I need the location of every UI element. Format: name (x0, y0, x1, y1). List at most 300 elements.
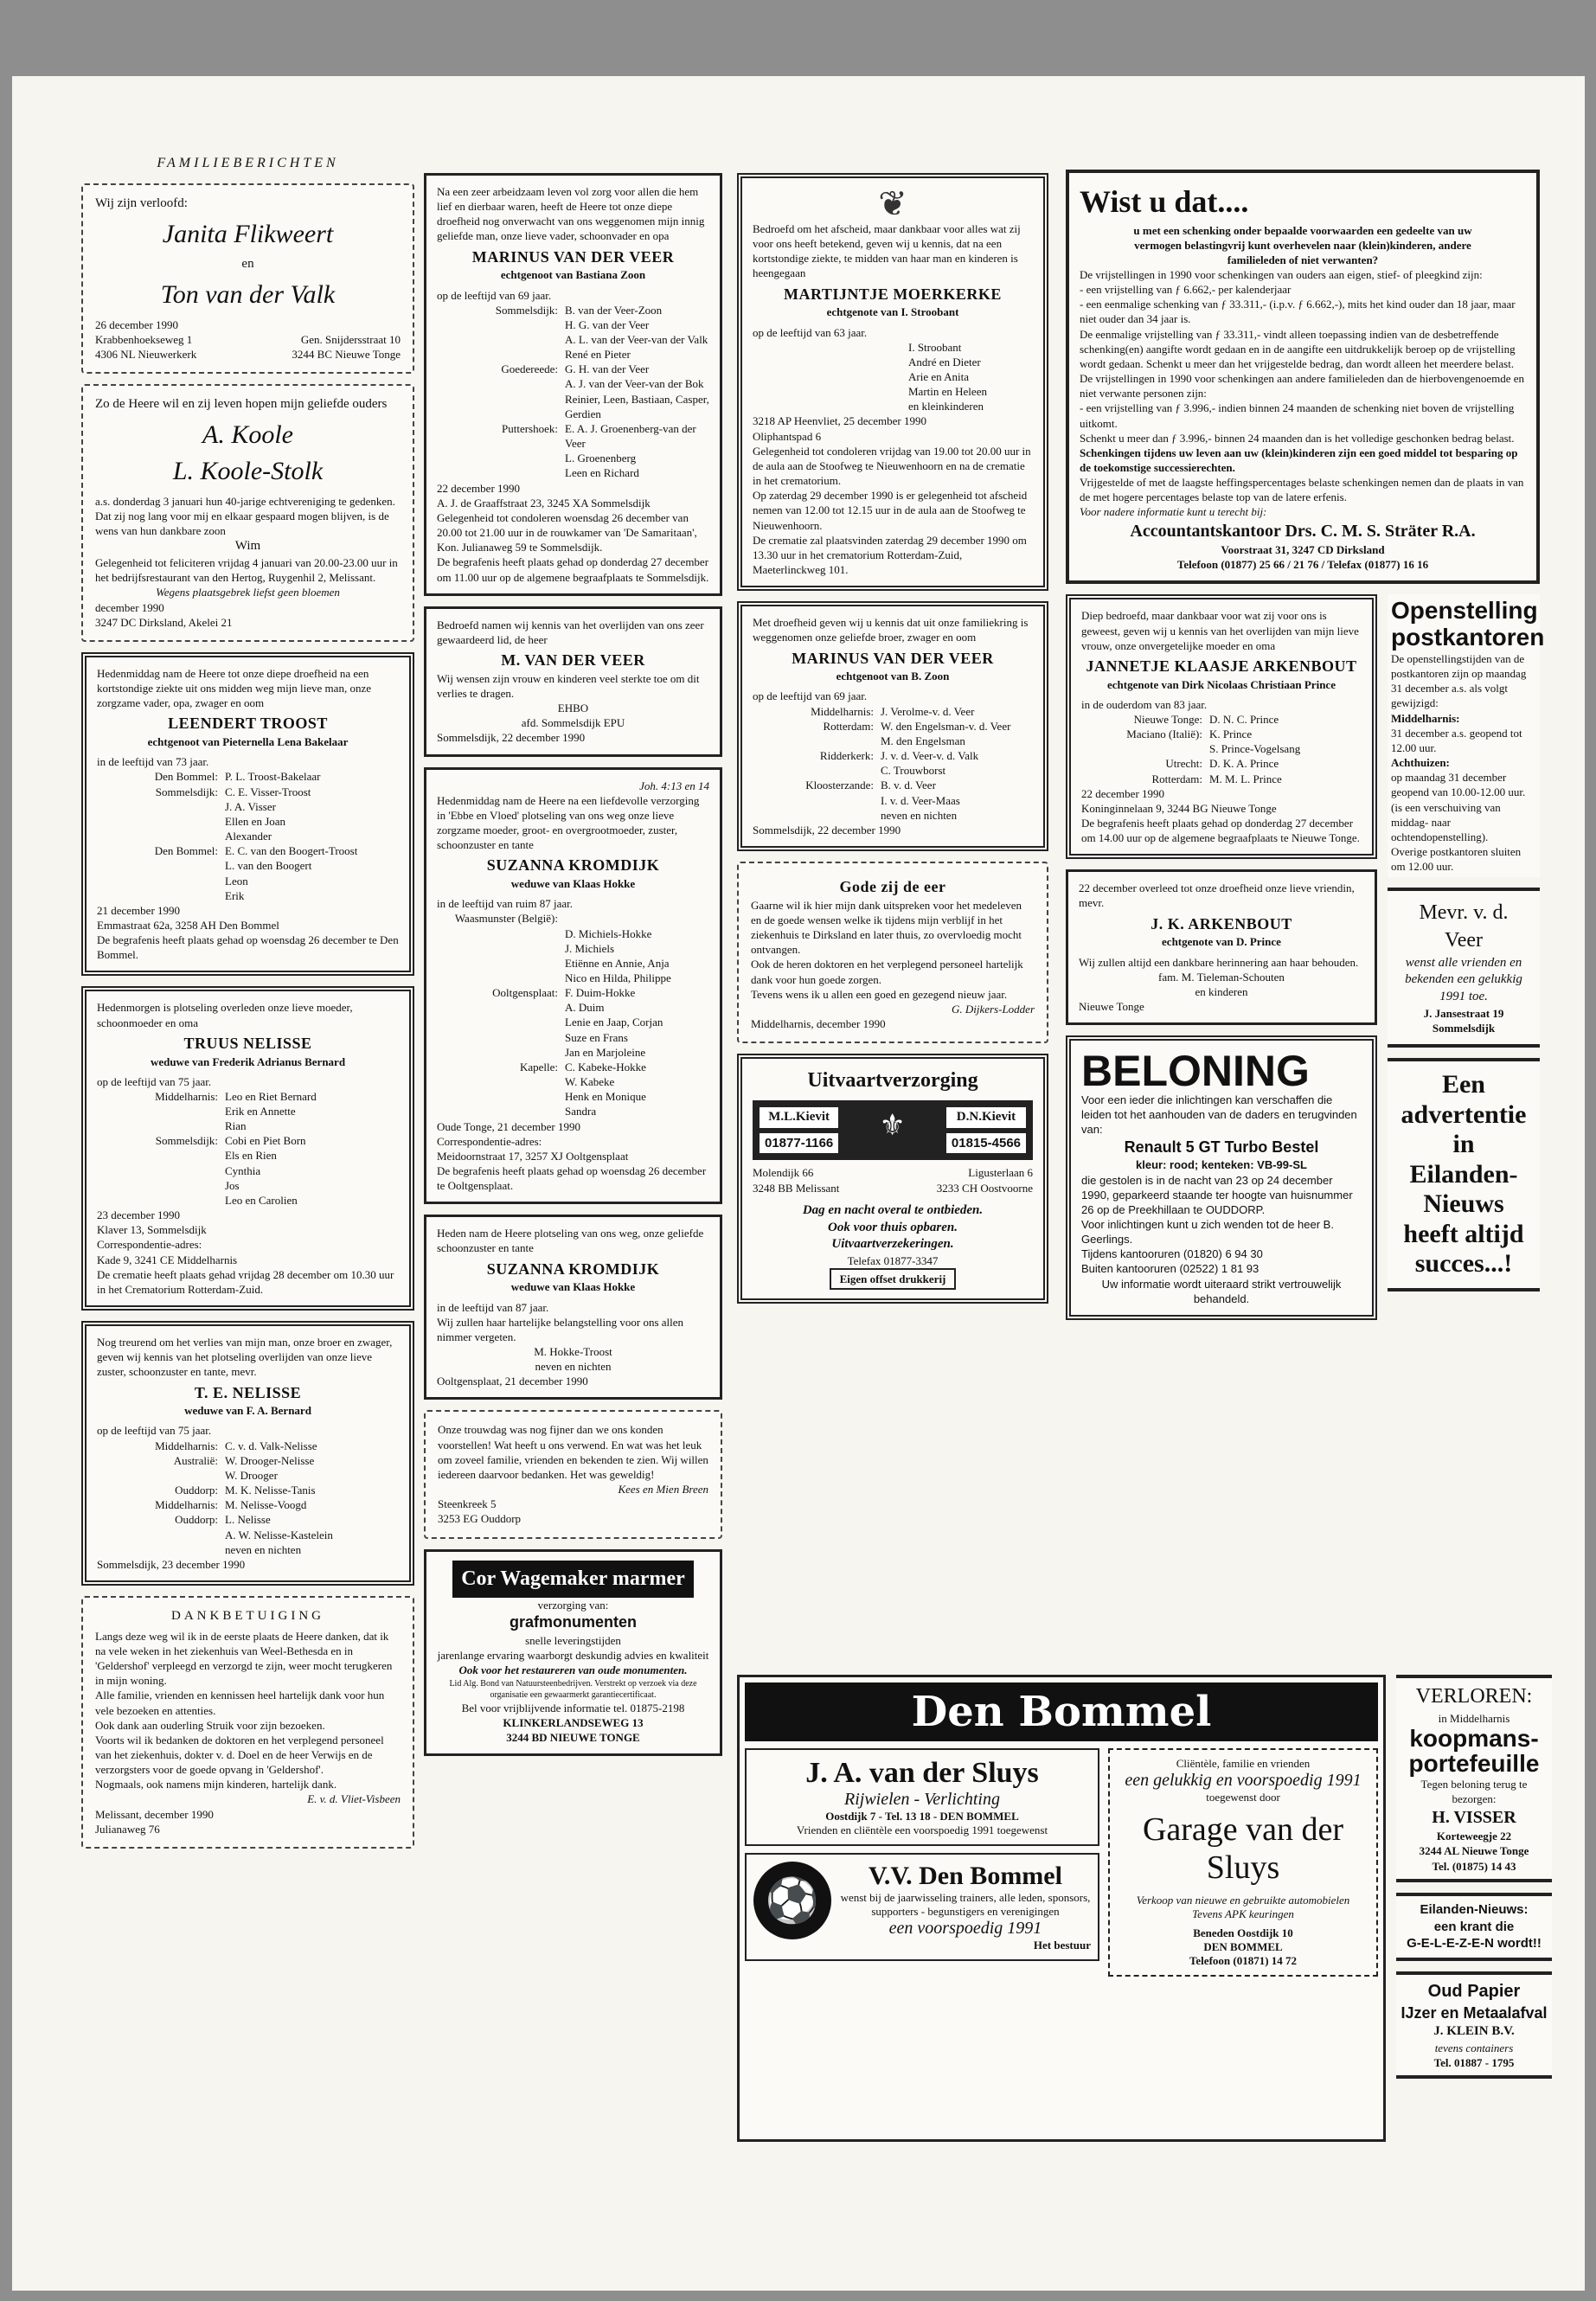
family-row (437, 971, 709, 985)
ad-line: jarenlange ervaring waarborgt deskundig advies en kwaliteit (437, 1649, 709, 1663)
family-member: M. K. Nelisse-Tanis (225, 1484, 316, 1497)
paragraph: (is een verschuiving van middag- naar ochtendopenstelling). (1391, 800, 1501, 843)
signature: Het bestuur (1033, 1939, 1091, 1952)
family-member: Leon (225, 874, 248, 888)
family-list (753, 704, 1033, 823)
ad-line: in Middelharnis (1438, 1711, 1510, 1725)
family-member: I. Stroobant (908, 340, 962, 354)
deceased-name: SUZANNA KROMDIJK (486, 856, 660, 875)
ad-title: VERLOREN: (1415, 1685, 1533, 1708)
signature: neven en nichten (535, 1360, 612, 1374)
family-member: W. den Engelsman-v. d. Veer (881, 719, 1011, 733)
family-member: Els en Rien (225, 1149, 277, 1163)
family-place (437, 1104, 558, 1118)
family-member: Jos (225, 1178, 240, 1192)
phone: Telefoon (01877) 25 66 / 21 76 / Telefax (01877) 16 16 (1176, 558, 1429, 572)
address: Meidoornstraat 17, 3257 XJ Ooltgensplaat (437, 1149, 629, 1163)
ad-line: toegewenst door (1206, 1791, 1280, 1804)
family-row (97, 814, 399, 829)
family-row (97, 1163, 399, 1178)
promo-line: Een (1441, 1070, 1485, 1099)
signature: afd. Sommelsdijk EPU (521, 716, 625, 730)
paragraph: Nog treurend om het verlies van mijn man, onze broer en zwager, geven wij kennis van het plotseling overlijden van onze lieve zuster, schoonzuster en tante, mevr. (97, 1336, 393, 1379)
deceased-name: M. VAN DER VEER (501, 651, 645, 669)
paragraph: a.s. donderdag 3 januari hun 40-jarige echtvereniging te gedenken. (95, 494, 395, 508)
family-row (437, 1015, 709, 1029)
family-place: Sommelsdijk: (155, 1134, 218, 1148)
family-row (437, 1060, 709, 1074)
address: 3253 EG Ouddorp (438, 1512, 522, 1526)
spouse-line: weduwe van F. A. Bernard (184, 1404, 311, 1418)
column-4 (1066, 170, 1545, 1330)
paragraph: Tevens wens ik u allen een goed en gezegend nieuw jaar. (751, 987, 1008, 1001)
paragraph: Schenkt u meer dan ƒ 3.996,- binnen 24 maanden dan is het volledige geschonken bedrag belast. (1080, 431, 1515, 445)
ad-line: Verkoop van nieuwe en gebruikte automobielen (1136, 1894, 1350, 1907)
paragraph: Nogmaals, ook namens mijn kinderen, hartelijk dank. (95, 1778, 337, 1791)
family-row (1081, 772, 1362, 786)
ad-line: Vrienden en cliëntèle een voorspoedig 1991 toegewenst (796, 1823, 1048, 1836)
paragraph: Voor inlichtingen kunt u zich wenden tot de heer B. Geerlings. (1081, 1217, 1334, 1247)
family-member: J. Verolme-v. d. Veer (881, 704, 975, 718)
phone: Tel. (01875) 14 43 (1432, 1859, 1516, 1873)
phone: Tel. 01887 - 1795 (1433, 2056, 1515, 2070)
family-member: Arie en Anita (908, 370, 970, 383)
ad-title: Oud Papier (1427, 1982, 1521, 2002)
heading: Middelharnis: (1391, 711, 1460, 725)
verloren-ad (1396, 1675, 1552, 1882)
family-place (437, 317, 558, 332)
family-place (97, 1178, 218, 1193)
age-line: in de ouderdom van 83 jaar. (1081, 697, 1208, 711)
paragraph: De crematie heeft plaats gehad vrijdag 28 december om 10.30 uur in het Crematorium Rotterdam-Zuid. (97, 1267, 394, 1296)
family-place (437, 956, 558, 971)
family-row (97, 1497, 399, 1512)
address: J. Jansestraat 19 (1423, 1007, 1504, 1021)
obituary-van-der-veer (424, 173, 722, 596)
paragraph: De begrafenis heeft plaats gehad op woensdag 26 december te Ooltgensplaat. (437, 1164, 707, 1193)
paragraph: Ook de heren doktoren en het verplegend personeel hartelijk dank voor hun goede zorgen. (751, 958, 1023, 986)
family-member: A. L. van der Veer-van der Valk (565, 333, 708, 346)
wagemaker-ad (424, 1549, 722, 1757)
ad-line: kleur: rood; kenteken: VB-99-SL (1136, 1158, 1307, 1172)
address: Kade 9, 3241 CE Middelharnis (97, 1253, 238, 1266)
ad-line: Telefax 01877-3347 (847, 1254, 939, 1268)
spouse-line: weduwe van Frederik Adrianus Bernard (150, 1054, 346, 1068)
family-place (97, 799, 218, 814)
deceased-name: TRUUS NELISSE (183, 1034, 312, 1052)
family-row (97, 1148, 399, 1163)
promo-line: een krant die (1433, 1919, 1515, 1934)
family-row (437, 465, 709, 480)
family-place: Ouddorp: (175, 1484, 218, 1497)
paragraph: Wij zullen haar hartelijke belangstelling voor ons allen nimmer vergeten. (437, 1315, 684, 1343)
paragraph: wenst alle vrienden en bekenden een gelukkig 1991 toe. (1405, 955, 1522, 1004)
family-member: J. v. d. Veer-v. d. Valk (881, 749, 979, 763)
age-line: op de leeftijd van 63 jaar. (753, 325, 868, 339)
ad-title: BELONING (1081, 1047, 1310, 1096)
family-member: L. Groenenberg (565, 452, 637, 465)
ad-line: KLINKERLANDSEWEG 13 (503, 1716, 644, 1730)
family-list (97, 1439, 399, 1557)
family-place: Kloosterzande: (805, 779, 874, 792)
newspaper-page (12, 76, 1585, 2291)
family-place (437, 1000, 558, 1015)
family-row (753, 808, 1033, 823)
address: 4306 NL Nieuwerkerk (95, 347, 197, 361)
address: Emmastraat 62a, 3258 AH Den Bommel (97, 919, 279, 932)
obituary-nelisse (81, 986, 414, 1311)
address: Voorstraat 31, 3247 CD Dirksland (1221, 543, 1385, 557)
deceased-name: JANNETJE KLAASJE ARKENBOUT (1086, 657, 1357, 675)
family-row (437, 985, 709, 1000)
crest-icon: ⚜ (879, 1109, 906, 1142)
family-place (437, 376, 558, 391)
family-member: René en Pieter (565, 348, 631, 362)
new-year-wish (1388, 888, 1540, 1048)
family-place (437, 465, 558, 480)
family-place: Australië: (173, 1453, 218, 1467)
family-member: Erik en Annette (225, 1105, 296, 1118)
ad-line: Ook voor het restaureren van oude monumenten. (458, 1663, 688, 1677)
signature: E. v. d. Vliet-Visbeen (307, 1792, 401, 1806)
family-place (437, 1074, 558, 1089)
thanks-notice (81, 1596, 414, 1849)
family-row (97, 1483, 399, 1497)
deceased-name: SUZANNA KROMDIJK (486, 1259, 660, 1278)
family-member: neven en nichten (225, 1542, 302, 1556)
deceased-name: LEENDERT TROOST (168, 715, 328, 733)
family-place: Den Bommel: (154, 770, 218, 784)
ad-line: Dag en nacht overal te ontbieden. (802, 1202, 984, 1217)
family-row (437, 421, 709, 451)
family-member: Cynthia (225, 1163, 261, 1177)
paragraph: Wij wensen zijn vrouw en kinderen veel sterkte toe om dit verlies te dragen. (437, 671, 700, 700)
beloning-ad (1066, 1035, 1377, 1320)
family-place (437, 941, 558, 956)
contact-name: H. VISSER (1432, 1807, 1516, 1827)
address: Beneden Oostdijk 10 (1193, 1926, 1293, 1940)
signature: G. Dijkers-Lodder (951, 1002, 1035, 1016)
family-row (753, 778, 1033, 792)
family-row (97, 874, 399, 888)
notice-date: Ooltgensplaat, 21 december 1990 (437, 1375, 588, 1388)
family-member: L. van den Boogert (225, 859, 312, 873)
family-member: F. Duim-Hokke (565, 986, 636, 1000)
notice-title: DANKBETUIGING (171, 1608, 324, 1623)
family-row (437, 926, 709, 941)
address: Steenkreek 5 (438, 1497, 497, 1511)
paragraph: Overige postkantoren sluiten om 12.00 uur. (1391, 844, 1522, 874)
family-row (97, 1528, 399, 1542)
notice-title: Gode zij de eer (839, 877, 946, 895)
family-row (1081, 741, 1362, 756)
deceased-name: MARTIJNTJE MOERKERKE (784, 285, 1002, 303)
name-1: Janita Flikweert (162, 219, 334, 248)
family-member: Suze en Frans (565, 1030, 628, 1044)
family-place: Sommelsdijk: (155, 785, 218, 798)
contact-name: J. KLEIN B.V. (1433, 2024, 1515, 2039)
name-1: A. Koole (202, 420, 293, 449)
ad-name: D.N.Kievit (946, 1107, 1026, 1128)
paragraph: Dat zij nog lang voor mij en elkaar gespaard mogen blijven, is de wens van hun dankbare zoon (95, 510, 389, 538)
family-place (437, 392, 558, 421)
age-line: op de leeftijd van 69 jaar. (753, 689, 868, 703)
family-place (437, 926, 558, 941)
paragraph: De vrijstellingen in 1990 voor schenkingen aan andere familieleden dan de hierbovengenoemde en niet verwante personen zijn: (1080, 372, 1525, 401)
deceased-name: MARINUS VAN DER VEER (792, 649, 994, 667)
family-row (753, 734, 1033, 748)
family-row (437, 941, 709, 956)
address: 3233 CH Oostvoorne (936, 1181, 1033, 1195)
notice-date: 26 december 1990 (95, 317, 179, 331)
address: Ligusterlaan 6 (968, 1166, 1033, 1180)
family-member: Etiënne en Annie, Anja (565, 956, 670, 970)
family-place: Middelharnis: (155, 1439, 218, 1452)
family-place (97, 1542, 218, 1557)
family-place (97, 858, 218, 873)
family-member: I. v. d. Veer-Maas (881, 793, 960, 807)
family-row (97, 1178, 399, 1193)
family-member: M. Nelisse-Voogd (225, 1498, 307, 1512)
notice-date: 3218 AP Heenvliet, 25 december 1990 (753, 414, 926, 428)
family-row (437, 303, 709, 317)
advertentie-promo (1388, 1058, 1540, 1292)
ad-phone: 01877-1166 (760, 1133, 838, 1154)
family-place (437, 347, 558, 362)
family-list (1081, 712, 1362, 786)
family-place: Ridderkerk: (819, 749, 874, 763)
promo-line: in (1452, 1130, 1475, 1159)
ad-line: Renault 5 GT Turbo Bestel (1124, 1138, 1319, 1156)
paragraph: Wij zullen altijd een dankbare herinnering aan haar behouden. (1079, 955, 1359, 969)
family-row (1081, 727, 1362, 741)
family-member: Rian (225, 1119, 247, 1133)
ad-line: verzorging van: (537, 1599, 609, 1612)
paragraph: Gelegenheid tot feliciteren vrijdag 4 januari van 20.00-23.00 uur in het bedrijfsrestaurant van den Hertog, Ruygenhil 2, Melissant. (95, 556, 398, 585)
ad-line: een voorspoedig 1991 (888, 1919, 1042, 1938)
obituary-arkenbout (1066, 594, 1377, 859)
paragraph: Gelegenheid tot condoleren woensdag 26 december van 20.00 tot 21.00 uur in de rouwkamer van 'De Samaritaan', Kon. Julianaweg 59 te Sommelsdijk. (437, 510, 697, 554)
family-place (97, 814, 218, 829)
family-place: Sommelsdijk: (495, 303, 558, 317)
ad-line: grafmonumenten (509, 1613, 637, 1631)
ad-line: Cliëntèle, familie en vrienden (1176, 1757, 1311, 1770)
family-row (97, 1104, 399, 1118)
paragraph: Na een zeer arbeidzaam leven vol zorg voor allen die hem lief en dierbaar waren, heeft de Heere tot onze diepe droefheid nog onverwacht van ons weggenomen mijn innig geliefde man, onze lieve vader, schoonvader en opa (437, 185, 705, 243)
address: Koninginnelaan 9, 3244 BG Nieuwe Tonge (1081, 801, 1277, 815)
family-row (437, 1045, 709, 1060)
family-place (97, 1468, 218, 1483)
family-row (437, 376, 709, 391)
notice-date: Sommelsdijk, 22 december 1990 (753, 823, 901, 836)
family-member: D. Michiels-Hokke (565, 926, 652, 940)
family-member: B. van der Veer-Zoon (565, 303, 663, 317)
deceased-name: T. E. NELISSE (194, 1383, 302, 1401)
family-member: A. Duim (565, 1001, 605, 1015)
family-place (437, 1089, 558, 1104)
family-list (97, 769, 399, 902)
family-place (753, 793, 874, 808)
family-place (437, 971, 558, 985)
family-member: en kleinkinderen (908, 400, 984, 413)
family-place: Ouddorp: (175, 1513, 218, 1527)
family-row (97, 1118, 399, 1133)
family-list (437, 303, 709, 481)
family-place: Rotterdam: (1151, 772, 1202, 785)
family-row (437, 1030, 709, 1045)
family-place (97, 1528, 218, 1542)
notice-date: 22 december 1990 (437, 481, 521, 495)
family-member: A. W. Nelisse-Kastelein (225, 1528, 333, 1541)
paragraph: Wegens plaatsgebrek liefst geen bloemen (156, 586, 340, 599)
name-2: Ton van der Valk (160, 280, 336, 310)
anniversary-notice (81, 384, 414, 642)
family-member: Leo en Riet Bernard (225, 1089, 317, 1103)
notice-date: Melissant, december 1990 (95, 1807, 214, 1821)
paragraph: - een vrijstelling van ƒ 3.996,- indien binnen 24 maanden de schenking niet boven de vrijstelling uitkomt. (1080, 401, 1515, 430)
family-member: Leen en Richard (565, 466, 639, 480)
family-row (97, 858, 399, 873)
family-member: J. A. Visser (225, 799, 276, 813)
ad-title: Mevr. v. d. Veer (1419, 901, 1509, 952)
address: Oostdijk 7 - Tel. 13 18 - DEN BOMMEL (825, 1810, 1019, 1823)
family-member: G. H. van der Veer (565, 362, 650, 376)
paragraph: Buiten kantooruren (02522) 1 81 93 (1081, 1262, 1259, 1276)
family-place: Den Bommel: (154, 844, 218, 858)
family-place (97, 1163, 218, 1178)
address: Korteweegje 22 (1436, 1830, 1512, 1843)
obituary-t-e-nelisse (81, 1321, 414, 1586)
age-line: op de leeftijd van 75 jaar. (97, 1074, 212, 1088)
ad-lead: u met een schenking onder bepaalde voorwaarden een gedeelte van uw vermogen belastingvrij kunt overhevelen naar (klein)kinderen, andere familieleden of niet verwanten? (1133, 223, 1472, 266)
family-row (97, 769, 399, 784)
family-member: Leo en Carolien (225, 1193, 298, 1207)
family-row (97, 1133, 399, 1148)
family-row (753, 763, 1033, 778)
paragraph: Bedroefd om het afscheid, maar dankbaar voor alles wat zij voor ons heeft betekend, geven wij u kennis, dat na een kortstondige ziekte, te midden van haar man en kinderen is heengegaan (753, 222, 1021, 280)
family-row (97, 888, 399, 903)
spouse-line: echtgenote van I. Stroobant (826, 305, 959, 319)
engagement-notice (81, 183, 414, 374)
family-row (437, 1074, 709, 1089)
spouse-line: weduwe van Klaas Hokke (510, 1280, 636, 1294)
ad-badge: Eigen offset drukkerij (830, 1268, 957, 1290)
family-row (1081, 756, 1362, 771)
vv-ad (745, 1853, 1099, 1961)
ad-title: koopmans-portefeuille (1408, 1724, 1540, 1778)
krant-promo (1396, 1893, 1552, 1961)
family-row (97, 1512, 399, 1527)
notice-date: 23 december 1990 (97, 1208, 181, 1222)
ad-title: J. A. van der Sluys (805, 1757, 1039, 1789)
notice-date: 22 december 1990 (1081, 786, 1165, 800)
family-row (437, 956, 709, 971)
family-member: C. Trouwborst (881, 764, 946, 778)
ad-line: Bel voor vrijblijvende informatie tel. 01875-2198 (461, 1701, 685, 1715)
paragraph: Voorts wil ik bedanken de doktoren en het verplegend personeel van het ziekenhuis, dokter v. d. Doel en de heer Verwijs en de verzorgsters voor de goede opvang in 'Geldershof'. (95, 1733, 384, 1777)
paragraph: De crematie zal plaatsvinden zaterdag 29 december 1990 om 13.30 uur in het crematorium Rotterdam-Zuid, Maeterlinckweg 101. (753, 533, 1027, 577)
obituary-kromdijk (424, 767, 722, 1205)
family-place (97, 1148, 218, 1163)
family-member: C. v. d. Valk-Nelisse (225, 1439, 317, 1452)
promo-line: G-E-L-E-Z-E-N wordt!! (1407, 1936, 1542, 1952)
family-row (97, 1439, 399, 1453)
family-place (97, 1118, 218, 1133)
spouse-line: echtgenote van D. Prince (1162, 935, 1281, 949)
family-row (437, 1089, 709, 1104)
paragraph: Voor een ieder die inlichtingen kan verschaffen die leiden tot het aanhouden van de daders en terugvinden van: (1081, 1093, 1357, 1137)
address: 3244 BC Nieuwe Tonge (292, 347, 401, 361)
family-member: P. L. Troost-Bakelaar (225, 770, 321, 784)
family-place (437, 1045, 558, 1060)
signature: M. Hokke-Troost (534, 1345, 612, 1358)
signature: en kinderen (1195, 984, 1248, 998)
notice-lead: Zo de Heere wil en zij leven hopen mijn geliefde ouders (95, 397, 388, 412)
ad-line: Tevens APK keuringen (1192, 1907, 1294, 1921)
paragraph: Bedroefd namen wij kennis van het overlijden van ons zeer gewaardeerd lid, de heer (437, 618, 704, 646)
family-place (97, 1104, 218, 1118)
column-5 (1396, 1675, 1552, 2089)
ad-line: Lid Alg. Bond van Natuursteenbedrijven. Verstrekt op verzoek via deze organisatie een gewaarmerkt garantiecertificaat. (449, 1678, 697, 1700)
notice-date: Sommelsdijk, 22 december 1990 (437, 731, 586, 745)
family-member: Erik (225, 888, 245, 902)
paragraph: Op zaterdag 29 december 1990 is er gelegenheid tot afscheid nemen van 12.00 tot 12.15 uur in de aula aan de Stoofweg te Nieuwenhoorn. (753, 489, 1028, 532)
family-row (753, 719, 1033, 734)
paragraph: 31 december a.s. geopend tot 12.00 uur. (1391, 726, 1522, 754)
address: Krabbenhoekseweg 1 (95, 332, 193, 346)
paragraph: Alle familie, vrienden en kennissen heel hartelijk dank voor hun vele bezoeken en attenties. (95, 1689, 385, 1717)
bible-verse: Joh. 4:13 en 14 (639, 779, 709, 792)
family-place (437, 1015, 558, 1029)
family-member: neven en nichten (881, 808, 958, 822)
family-place: Nieuwe Tonge: (1133, 712, 1202, 726)
paragraph: op maandag 31 december geopend van 10.00-12.00 uur. (1391, 771, 1526, 799)
family-member: E. C. van den Boogert-Troost (225, 844, 358, 858)
family-member: K. Prince (1209, 727, 1253, 741)
age-line: in de leeftijd van ruim 87 jaar. (437, 897, 574, 911)
paragraph: die gestolen is in de nacht van 23 op 24 december 1990, geparkeerd staande ter hoogte van huisnummer 26 op de Preekhillaan te OUDDORP. (1081, 1173, 1353, 1216)
family-place: Middelharnis: (155, 1089, 218, 1103)
spouse-line: echtgenoot van B. Zoon (836, 670, 950, 683)
ad-banner (753, 1100, 1033, 1161)
ad-name: M.L.Kievit (760, 1107, 838, 1128)
family-row (97, 1453, 399, 1468)
spouse-line: weduwe van Klaas Hokke (510, 877, 636, 891)
family-member: H. G. van der Veer (565, 317, 650, 331)
address: Oliphantspad 6 (753, 429, 822, 443)
family-place: Utrecht: (1165, 757, 1202, 771)
family-place: Ooltgensplaat: (492, 986, 558, 1000)
spouse-line: echtgenote van Dirk Nicolaas Christiaan Prince (1107, 677, 1336, 691)
paragraph: Hedenmiddag nam de Heere tot onze diepe droefheid na een kortstondige ziekte uit ons midden weg mijn lieve man, onze zorgzame vader, opa, zwager en oom (97, 666, 371, 710)
address: Molendijk 66 (753, 1166, 814, 1180)
paragraph: De begrafenis heeft plaats gehad op woensdag 26 december te Den Bommel. (97, 933, 399, 962)
paragraph: Voor nadere informatie kunt u terecht bij: (1080, 505, 1267, 519)
family-member: M. M. L. Prince (1209, 772, 1282, 785)
family-place (97, 874, 218, 888)
family-row (437, 317, 709, 332)
gode-zij-de-eer (737, 862, 1048, 1043)
paragraph: - een vrijstelling van ƒ 6.662,- per kalenderjaar (1080, 283, 1292, 297)
family-row (97, 1089, 399, 1104)
notice-date: december 1990 (95, 600, 164, 614)
paragraph: Onze trouwdag was nog fijner dan we ons konden voorstellen! Wat heeft u ons verwend. En wat was het leuk om zoveel familie, vrienden en bekenden te zien. Wij willen iedereen daarvoor bedanken. Het was geweldig! (438, 1423, 708, 1481)
ehbo-notice (424, 606, 722, 757)
paragraph: Gaarne wil ik hier mijn dank uitspreken voor het medeleven en de goede wensen welke ik tijdens mijn verblijf in het ziekenhuis te Dirksland en later thuis, zo overvloedig mocht ontvangen. (751, 898, 1022, 957)
family-place (97, 829, 218, 843)
address: A. J. de Graaffstraat 23, 3245 XA Sommelsdijk (437, 496, 651, 510)
family-member: A. J. van der Veer-van der Bok (565, 377, 704, 391)
